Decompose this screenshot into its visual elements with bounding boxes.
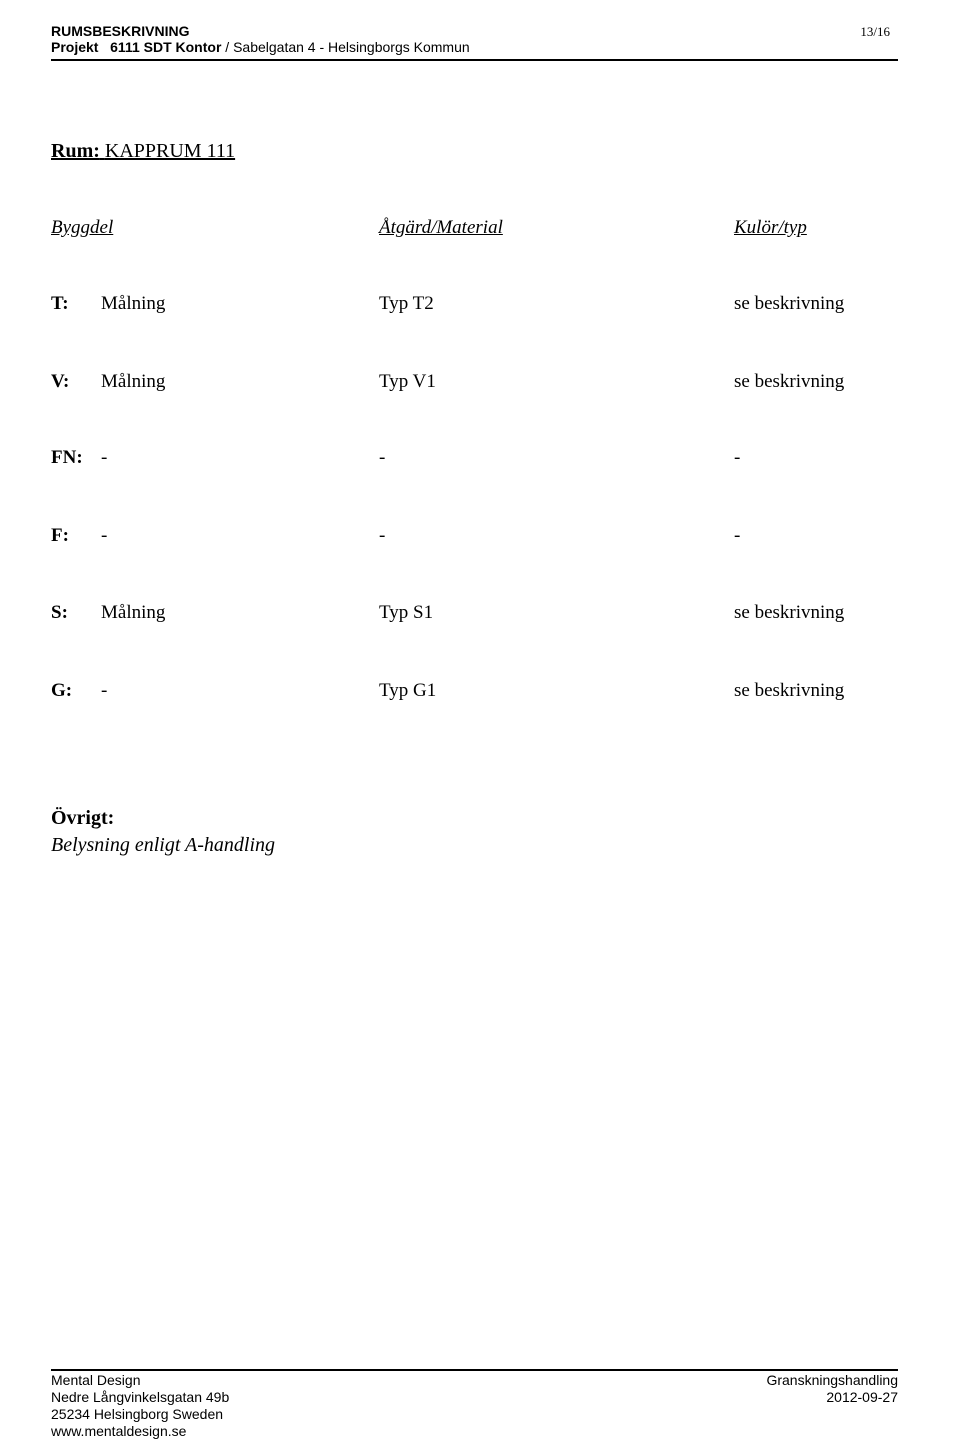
row-part: Målning xyxy=(101,602,166,623)
footer-date: 2012-09-27 xyxy=(826,1389,898,1405)
row-part: Målning xyxy=(101,293,166,314)
project-location: / Sabelgatan 4 - Helsingborgs Kommun xyxy=(221,39,470,55)
footer-company: Mental Design xyxy=(51,1372,141,1388)
row-part: Målning xyxy=(101,371,166,392)
row-code: S: xyxy=(51,602,68,623)
footer-status: Granskningshandling xyxy=(766,1372,898,1388)
row-code: F: xyxy=(51,525,69,546)
project-line xyxy=(51,39,470,55)
row-code: G: xyxy=(51,680,73,701)
header-divider xyxy=(51,59,898,61)
column-header-color: Kulör/typ xyxy=(734,217,807,238)
row-action: Typ T2 xyxy=(379,293,434,314)
row-color: - xyxy=(734,525,741,546)
column-header-action: Åtgärd/Material xyxy=(379,217,503,238)
row-action: Typ V1 xyxy=(379,371,436,392)
row-code: V: xyxy=(51,371,70,392)
row-action: Typ S1 xyxy=(379,602,434,623)
row-part: - xyxy=(101,525,108,546)
row-color: se beskrivning xyxy=(734,680,845,701)
project-code: 6111 SDT Kontor xyxy=(110,39,222,55)
column-header-part: Byggdel xyxy=(51,217,114,238)
row-color: se beskrivning xyxy=(734,602,845,623)
footer-street: Nedre Långvinkelsgatan 49b xyxy=(51,1389,230,1405)
footer-divider xyxy=(51,1369,898,1371)
room-label: Rum: xyxy=(51,140,100,162)
row-code: FN: xyxy=(51,447,83,468)
document-title: RUMSBESKRIVNING xyxy=(51,23,190,39)
room-title xyxy=(51,139,235,163)
row-color: - xyxy=(734,447,741,468)
row-color: se beskrivning xyxy=(734,371,845,392)
row-code: T: xyxy=(51,293,69,314)
footer-website: www.mentaldesign.se xyxy=(51,1423,187,1439)
row-action: - xyxy=(379,525,386,546)
room-name: KAPPRUM 111 xyxy=(104,140,236,162)
page-number: 13/16 xyxy=(860,24,890,39)
footer-city: 25234 Helsingborg Sweden xyxy=(51,1406,224,1422)
row-action: Typ G1 xyxy=(379,680,437,701)
row-part: - xyxy=(101,447,108,468)
other-text: Belysning enligt A-handling xyxy=(51,834,276,856)
project-label: Projekt xyxy=(51,39,99,55)
row-part: - xyxy=(101,680,108,701)
row-color: se beskrivning xyxy=(734,293,845,314)
other-label: Övrigt: xyxy=(51,807,115,829)
row-action: - xyxy=(379,447,386,468)
